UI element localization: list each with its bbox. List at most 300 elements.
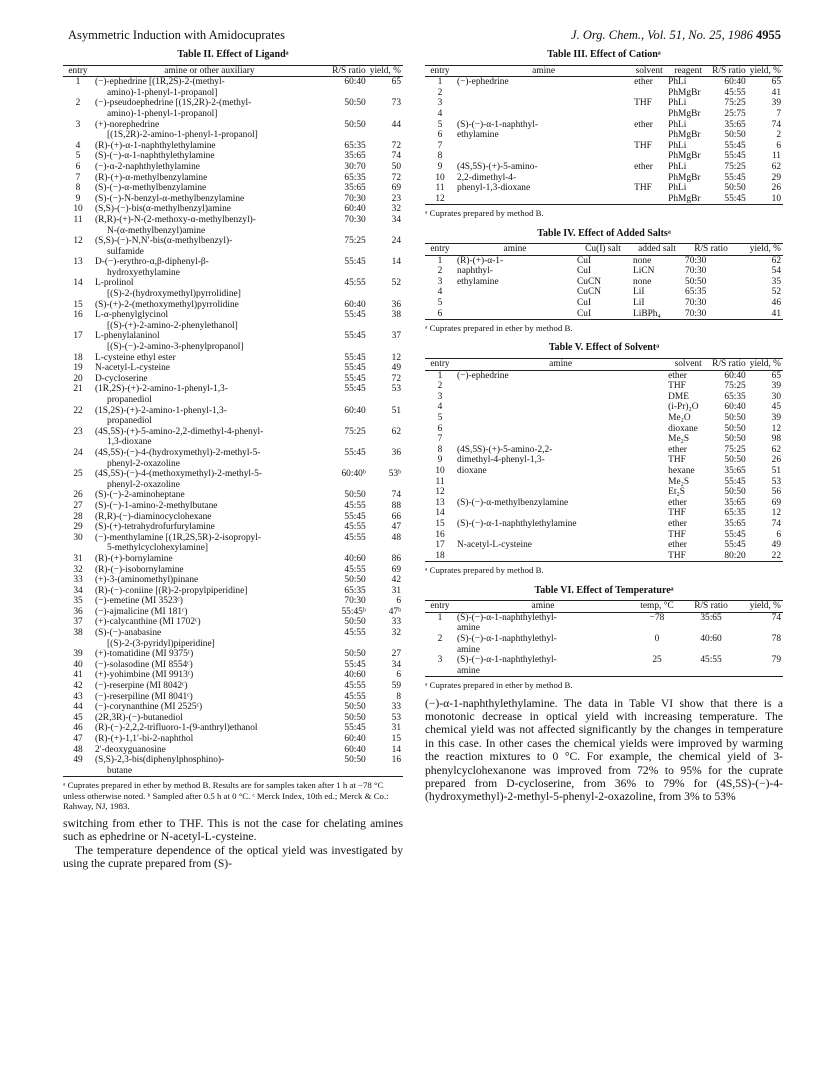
table5-header-yield: yield, %	[749, 359, 781, 370]
table6-header-temp: temp, °C	[631, 601, 683, 613]
table3-cell: 4	[437, 108, 443, 119]
table2-cell: N-acetyl-L-cysteine	[95, 363, 170, 374]
table2-cell: 50:50	[344, 649, 366, 660]
table3-cell: PhMgBr	[668, 172, 701, 183]
table5-header-solvent: solvent	[666, 359, 710, 371]
table4-cell: 70:30	[685, 266, 707, 277]
table2-cell	[368, 342, 403, 353]
table3-header-reagent: reagent	[666, 65, 710, 77]
table5-cell: 55:45	[724, 540, 746, 551]
table2-cell: 50	[391, 161, 401, 172]
table5-cell: dioxane	[668, 423, 698, 434]
table2-cell	[326, 130, 368, 141]
table5-row	[425, 392, 783, 403]
table5-cell: 45	[771, 402, 781, 413]
table3-cell	[632, 173, 666, 184]
table2-cell: 14	[391, 257, 401, 268]
table5-cell: 65:35	[724, 508, 746, 519]
table2-row	[63, 490, 403, 501]
table2-cell: 62	[391, 426, 401, 437]
table2-row	[63, 416, 403, 427]
table2-cell: 24	[391, 236, 401, 247]
table2-row	[63, 331, 403, 342]
table2-cell: (+)-yohimbine (MI 9913ᶜ)	[95, 670, 194, 681]
table2-cell: 37	[73, 617, 83, 628]
table2-row	[63, 565, 403, 576]
table2-cell: 48	[391, 532, 401, 543]
table3-caption: Table III. Effect of Cationᵃ	[547, 49, 661, 60]
table5-cell: 69	[771, 497, 781, 508]
table3-cell: 11	[771, 151, 781, 162]
table2-cell: 2	[75, 98, 81, 109]
table2-cell: 65	[391, 77, 401, 88]
table2-row	[63, 649, 403, 660]
table6-cell: 1	[437, 612, 443, 623]
table2-cell: (R)-(−)-2,2,2-trifluoro-1-(9-anthryl)ethanol	[95, 723, 258, 734]
table3-cell: PhLi	[668, 183, 687, 194]
table2-cell: 45:55	[344, 278, 366, 289]
table2-cell: 55:45	[344, 447, 366, 458]
table3-cell: 60:40	[724, 77, 746, 88]
table6-cell: 79	[771, 655, 781, 666]
table3-row	[425, 162, 783, 173]
table6-cell	[425, 645, 455, 656]
table2-cell	[63, 395, 93, 406]
table2-cell: 42	[391, 575, 401, 586]
table2-cell: 55:45	[344, 363, 366, 374]
table4-caption: Table IV. Effect of Added Saltsᵃ	[537, 227, 671, 239]
table2-cell: (R)-(−)-coniine [(R)-2-propylpiperidine]	[95, 585, 248, 596]
table5-row	[425, 487, 783, 498]
table2-cell: (S)-(−)-2-aminoheptane	[95, 490, 185, 501]
table3-cell	[632, 88, 666, 99]
table5-cell: 10	[435, 466, 445, 476]
table2-row	[63, 512, 403, 523]
table5-cell	[455, 487, 666, 498]
table5-cell: 56	[771, 487, 781, 498]
table2-cell: L-phenylalaninol	[95, 331, 160, 342]
table2-cell: (−)-menthylamine [(1R,2S,5R)-2-isopropyl-	[95, 532, 261, 543]
table2-cell: (−)-pseudoephedrine [(1S,2R)-2-(methyl-	[95, 98, 252, 109]
table2-row	[63, 141, 403, 152]
table5-cell: (i-Pr)₂O	[668, 402, 699, 413]
table3-cell: 39	[771, 98, 781, 109]
table2-cell: 60:40	[344, 734, 366, 744]
table2-cell: 28	[73, 511, 83, 522]
table2-cell: (+)-calycanthine (MI 1702ᶜ)	[95, 617, 201, 628]
table4-cell: LiI	[633, 298, 645, 309]
table5-cell: ether	[668, 497, 687, 508]
table3-row	[425, 183, 783, 194]
table2-cell	[326, 226, 368, 237]
table2-cell: 40:60	[344, 553, 366, 564]
table2-cell: 20	[73, 373, 83, 384]
table2-cell: 65:35	[344, 585, 366, 596]
table2-cell: (R)-(−)-isobornylamine	[95, 564, 184, 575]
table2-cell: 6	[75, 161, 81, 172]
table2-cell: (S)-(−)-1-amino-2-methylbutane	[95, 500, 218, 511]
table5-cell: Me₂S	[668, 434, 690, 445]
table5-cell: THF	[668, 455, 686, 466]
table5-cell: 1	[437, 370, 443, 381]
table2-cell: 72	[391, 172, 401, 183]
table2-header-ratio: R/S ratio	[326, 65, 368, 77]
table5-cell: 74	[771, 518, 781, 529]
table2-row	[63, 639, 403, 650]
table6-cell	[739, 666, 783, 677]
table2-cell: 50:50	[344, 490, 366, 501]
table3-row	[425, 151, 783, 162]
table4-cell: none	[633, 276, 652, 287]
table3-cell	[455, 98, 632, 109]
table2-row	[63, 289, 403, 300]
table2-cell: 18	[73, 352, 83, 363]
table2-cell: 44	[391, 119, 401, 130]
table2-row	[63, 596, 403, 607]
table4-row	[425, 309, 783, 320]
table5-cell: 12	[771, 508, 781, 519]
table2-cell: (−)-solasodine (MI 8554ᶜ)	[95, 659, 193, 670]
table5-row	[425, 540, 783, 551]
table5-cell	[455, 413, 666, 424]
table2-cell: 52	[391, 278, 401, 289]
table3-cell: THF	[634, 140, 652, 151]
table4-cell: CuI	[577, 308, 592, 319]
table2-cell: D-cycloserine	[95, 373, 148, 384]
table2-cell: 45:55	[344, 532, 366, 543]
table5-cell: 12	[771, 423, 781, 434]
table2-cell: 12	[73, 236, 83, 247]
table3-cell	[455, 109, 632, 120]
table2-row	[63, 395, 403, 406]
table3-cell: 6	[776, 140, 781, 151]
table5-cell: THF	[668, 381, 686, 392]
table2-cell: 12	[391, 352, 401, 363]
table2-cell	[63, 130, 93, 141]
table2-row	[63, 480, 403, 491]
table2-cell	[63, 416, 93, 427]
table3-cell: 5	[437, 119, 443, 130]
table4-cell: naphthyl-	[457, 266, 493, 277]
table3-row	[425, 173, 783, 184]
table3-footnote: ᵃ Cuprates prepared by method B.	[425, 208, 544, 219]
table2-row	[63, 427, 403, 438]
table5-cell: ether	[668, 370, 687, 381]
table5-cell: (S)-(−)-α-methylbenzylamine	[457, 497, 569, 508]
table2-cell: 31	[73, 553, 83, 564]
table5	[425, 358, 783, 562]
table3-cell: ether	[634, 119, 653, 130]
journal-citation: J. Org. Chem., Vol. 51, No. 25, 1986	[571, 28, 753, 42]
table4-cell: 41	[771, 308, 781, 319]
table5-cell: 53	[771, 476, 781, 487]
table4-cell: CuI	[577, 255, 592, 266]
table3-cell	[455, 151, 632, 162]
table2-cell: 72	[391, 373, 401, 384]
table4-row	[425, 277, 783, 288]
table3-cell	[632, 130, 666, 141]
table2-cell: (+)-3-(aminomethyl)pinane	[95, 575, 199, 586]
table3-cell: phenyl-1,3-dioxane	[457, 183, 531, 194]
table5-cell: N-acetyl-L-cysteine	[457, 540, 532, 551]
table2-cell: 41	[73, 670, 83, 681]
table2-cell: 37	[391, 331, 401, 342]
table2-cell: 32	[391, 204, 401, 215]
table2-cell: 19	[73, 363, 83, 374]
table2-row	[63, 215, 403, 226]
table3	[425, 65, 783, 206]
table3-cell: THF	[634, 98, 652, 109]
table4-cell: 46	[771, 298, 781, 309]
table3-row	[425, 109, 783, 120]
table2-row	[63, 681, 403, 692]
table2-cell: 53	[391, 384, 401, 395]
table2-cell: 60:40	[344, 204, 366, 215]
table3-cell: 7	[776, 108, 781, 119]
table2-cell	[63, 639, 93, 650]
table3-cell	[455, 88, 632, 99]
table2-cell: (S)-(+)-tetrahydrofurfurylamine	[95, 522, 215, 533]
table2-cell: (+)-norephedrine	[95, 119, 160, 130]
table2-cell: 70:30	[344, 193, 366, 204]
table2-cell: 53ᵇ	[388, 469, 401, 480]
table2-cell	[326, 342, 368, 353]
table3-cell: ethylamine	[457, 130, 499, 141]
table5-cell: 16	[435, 529, 445, 540]
table5-header-entry: entry	[425, 359, 455, 371]
table6-cell: 2	[437, 633, 443, 644]
table2-cell: 34	[391, 214, 401, 225]
table6-cell: 78	[771, 633, 781, 644]
table3-cell: PhLi	[668, 140, 687, 151]
table2-cell: 43	[73, 691, 83, 702]
table2-cell: 48	[73, 744, 83, 755]
table5-row	[425, 530, 783, 541]
table2-cell: 5	[75, 151, 81, 162]
table2-cell: 50:50	[344, 712, 366, 723]
table2-cell: 29	[73, 522, 83, 533]
table2-cell: 70:30	[344, 596, 366, 607]
table2-cell: (−)-corynanthine (MI 2525ᶜ)	[95, 702, 203, 713]
table5-header-amine: amine	[455, 359, 666, 371]
table5-row	[425, 508, 783, 519]
table2-cell: 6	[396, 596, 401, 607]
table5-cell: ether	[668, 540, 687, 551]
table2-cell	[368, 480, 403, 491]
table2-row	[63, 374, 403, 385]
table2-cell	[326, 321, 368, 332]
body-text-right: (−)-α-1-naphthylethylamine. The data in Table VI show that there is a monotonic decrease in optical yield with increasing temperature. The chemical yield was not affected significantly by the changes in temperature in this case. In other cases the chemical yields were improved by warming the reaction mixtures to 0 °C. For example, the chemical yield of 3-phenylcyclohexanone was improved from 72% to 95% for the cuprate prepared from D-cycloserine, from 36% to 79% for (4S,5S)-(−)-4-(hydroxymethyl)-2-methyl-5-phenyl-2-oxazoline, from 3% to 53%	[425, 696, 783, 804]
table4-cell: 3	[437, 276, 443, 287]
table2-cell: 55:45	[344, 723, 366, 734]
table6-footnote: ᵃ Cuprates prepared in ether by method B.	[425, 680, 573, 691]
table3-row	[425, 120, 783, 131]
table2-cell: 34	[73, 585, 83, 596]
table2-cell: 33	[391, 702, 401, 713]
table2-cell: 55:45	[344, 257, 366, 268]
table2-cell: 49	[391, 363, 401, 374]
table2-cell: 50:50	[344, 575, 366, 586]
table5-cell: ether	[668, 518, 687, 529]
table2-row	[63, 321, 403, 332]
table4-row	[425, 298, 783, 309]
table4-header-yield: yield, %	[739, 244, 783, 256]
table5-cell: 4	[437, 402, 443, 413]
table6-cell	[631, 623, 683, 634]
table2-row	[63, 734, 403, 745]
table5-cell: dimethyl-4-phenyl-1,3-	[457, 455, 545, 466]
table3-cell: PhMgBr	[668, 87, 701, 98]
table5-cell: Me₂S	[668, 476, 690, 487]
table2-cell: 65:35	[344, 172, 366, 183]
table3-cell: 10	[435, 172, 445, 183]
table2-cell: (R)-(+)-bornylamine	[95, 553, 173, 564]
table2-cell: (1S,2S)-(+)-2-amino-1-phenyl-1,3-	[95, 405, 227, 416]
table2-cell	[63, 459, 93, 470]
table2-cell: 30	[73, 532, 83, 543]
table5-cell: dioxane	[457, 466, 487, 476]
table2-cell: sulfamide	[107, 246, 144, 257]
table3-cell: 55:45	[724, 172, 746, 183]
table2-row	[63, 617, 403, 628]
table3-cell: PhLi	[668, 77, 687, 88]
table4-header-entry: entry	[425, 244, 455, 256]
table2-cell: 33	[391, 617, 401, 628]
table4-cell: ethylamine	[457, 276, 499, 287]
body-text-left	[63, 817, 403, 871]
table4-cell	[455, 309, 575, 320]
table2-cell: 60:40	[344, 77, 366, 88]
table2-cell: 55:45	[344, 310, 366, 321]
table4-cell: 35	[771, 276, 781, 287]
table2-cell: (S)-(−)-N-benzyl-α-methylbenzylamine	[95, 193, 245, 204]
table2-cell: (−)-α-2-naphthylethylamine	[95, 161, 200, 172]
right-column	[425, 50, 783, 804]
table3-cell: 62	[771, 161, 781, 172]
table5-row	[425, 445, 783, 456]
table2-cell: 59	[391, 681, 401, 692]
table2-row	[63, 342, 403, 353]
table2-cell: 31	[391, 723, 401, 734]
table2-cell: 60:40	[344, 299, 366, 310]
table6-cell	[739, 645, 783, 656]
table2-row	[63, 300, 403, 311]
table2-cell: amino)-1-phenyl-1-propanol]	[107, 87, 218, 98]
table5-header-ratio: R/S ratio	[712, 359, 746, 370]
table2-cell: 45	[73, 712, 83, 723]
table3-cell: 41	[771, 87, 781, 98]
table2-cell: 36	[391, 299, 401, 310]
table2-cell: propanediol	[107, 416, 152, 427]
table4-cell: 52	[771, 287, 781, 298]
table3-cell	[632, 151, 666, 162]
table2-row	[63, 151, 403, 162]
table6-header-ratio: R/S ratio	[683, 601, 739, 613]
table5-cell: 65	[771, 370, 781, 381]
table2-cell: 14	[73, 278, 83, 289]
table3-cell: 75:25	[724, 161, 746, 172]
table5-cell: hexane	[668, 466, 695, 476]
table5-cell: 5	[437, 413, 443, 424]
table2-cell: propanediol	[107, 395, 152, 405]
table6-cell: 3	[437, 655, 443, 666]
table6-row	[425, 666, 783, 677]
table2-cell: 33	[73, 575, 83, 586]
table5-row	[425, 519, 783, 530]
table5-row	[425, 370, 783, 381]
table6-header-entry: entry	[425, 601, 455, 613]
table2-caption: Table II. Effect of Ligandᵃ	[177, 49, 289, 60]
table2-cell: (R,R)-(+)-N-(2-methoxy-α-methylbenzyl)-	[95, 214, 256, 225]
table2-row	[63, 692, 403, 703]
table5-row	[425, 466, 783, 477]
table2-cell	[63, 289, 93, 300]
table2-row	[63, 745, 403, 756]
table3-row	[425, 194, 783, 205]
table2-cell: (R,R)-(−)-diaminocyclohexane	[95, 511, 212, 522]
table2-cell: 8	[75, 183, 81, 194]
table2-row	[63, 247, 403, 258]
table5-cell	[455, 477, 666, 488]
table2-row	[63, 236, 403, 247]
table2-row	[63, 204, 403, 215]
table2-cell: 72	[391, 140, 401, 151]
table4-cell: CuCN	[577, 287, 601, 298]
table2-row	[63, 702, 403, 713]
table6-cell: amine	[457, 665, 480, 676]
table2-cell: 32	[73, 564, 83, 575]
table2-cell	[368, 130, 403, 141]
table2-cell: 36	[391, 447, 401, 458]
table2-row	[63, 268, 403, 279]
table5-cell: Et₂S	[668, 487, 685, 498]
table3-header-yield: yield, %	[749, 65, 781, 76]
table2-row	[63, 406, 403, 417]
table2-cell: 45:55	[344, 628, 366, 639]
table2-cell: 45:55	[344, 522, 366, 533]
table2-row	[63, 162, 403, 173]
table3-cell	[632, 109, 666, 120]
table6-cell: amine	[457, 623, 480, 634]
table2-row	[63, 459, 403, 470]
table2-cell: 38	[73, 628, 83, 639]
table2-cell: (−)-reserpiline (MI 8041ᶜ)	[95, 691, 193, 702]
table6-body	[425, 612, 783, 677]
table2-cell: 23	[391, 193, 401, 204]
table2-cell: 50:50	[344, 755, 366, 766]
table5-row	[425, 551, 783, 562]
table2-cell	[368, 416, 403, 427]
table3-cell: 45:55	[724, 87, 746, 98]
table3-cell: 25:75	[724, 108, 746, 119]
table3-cell: 29	[771, 172, 781, 183]
table2-cell: [(S)-2-(hydroxymethyl)pyrrolidine]	[107, 289, 241, 300]
table5-cell: 50:50	[724, 423, 746, 434]
table4-cell: CuCN	[577, 276, 601, 287]
table6-cell	[683, 666, 739, 677]
table3-row	[425, 77, 783, 88]
table2-row	[63, 278, 403, 289]
table3-cell: PhMgBr	[668, 151, 701, 162]
table6-cell: (S)-(−)-α-1-naphthylethyl-	[457, 633, 557, 644]
table5-row	[425, 424, 783, 435]
table2-cell: (2R,3R)-(−)-butanediol	[95, 712, 183, 723]
table2-row	[63, 723, 403, 734]
table2-cell	[326, 109, 368, 120]
table3-cell: ether	[634, 161, 653, 172]
table3-row	[425, 130, 783, 141]
table5-cell: 7	[437, 434, 443, 445]
